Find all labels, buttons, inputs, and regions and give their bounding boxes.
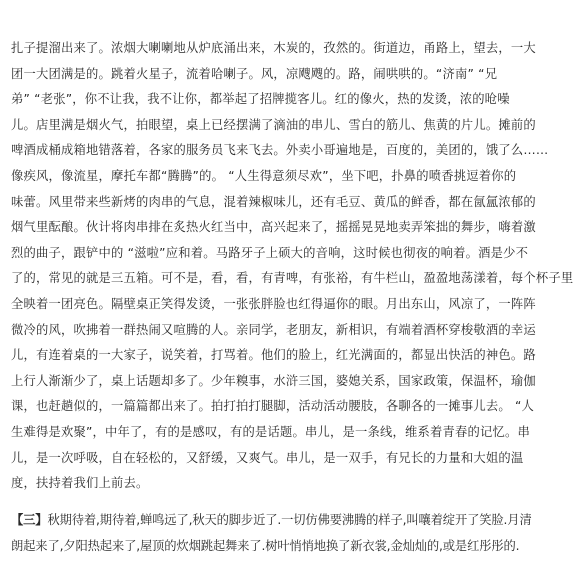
text-line: 团一大团满是的。跳着火星子，流着哈喇子。风，凉飕飕的。路，闹哄哄的。“济南” “兄	[11, 66, 498, 81]
text-line: 上行人渐渐少了，桌上话题却多了。少年糗事，水浒三国，婆媳关系，国家政策，保温杯，瑜伽	[11, 373, 536, 388]
text-line: 课，也赶趟似的，一篇篇都出来了。拍打拍打腿脚，活动活动腰肢，各聊各的一摊事儿去。 “人	[11, 399, 535, 414]
text-line: 全映着一团亮色。隔壁桌正笑得发烫，一张张胖脸也红得逼你的眼。月出东山，风凉了，一阵阵	[11, 296, 536, 311]
text-line: 生难得是欢聚”，中年了，有的是感叹，有的是话题。串儿，是一条线，维系着青春的记忆。串	[11, 424, 530, 439]
text-line: 味蕾。风里带来些新烤的肉串的气息，混着辣椒味儿，还有毛豆、黄瓜的鲜香，都在氤氲浓郁的	[11, 194, 536, 209]
paragraph-autumn	[11, 508, 532, 559]
text-line: 烟气里酝酿。伙计将肉串排在炙热火红当中，高兴起来了，摇摇晃晃地卖弄笨拙的舞步，嗨着激	[11, 220, 536, 235]
text-line: 烈的曲子，跟铲中的 “滋啦”应和着。马路牙子上硕大的音响，这时候也彻夜的响着。酒是少不	[11, 245, 529, 260]
text-line-content: 秋期待着,期待着,蝉鸣远了,秋天的脚步近了.一切仿佛要沸腾的样子,叫嚷着绽开了笑脸.月清	[47, 513, 532, 527]
text-line: 朗起来了,夕阳热起来了,屋顶的炊烟跳起舞来了.树叶悄悄地换了新衣裳,金灿灿的,或是红彤彤的.	[11, 538, 520, 553]
text-line: 啤酒成桶成箱地错落着，各家的服务员飞来飞去。外卖小哥遍地是，百度的，美团的，饿了么……	[11, 143, 549, 158]
text-line: 微冷的风，吹拂着一群热闹又喧腾的人。亲同学，老朋友，新相识，有端着酒杯穿梭敬酒的幸运	[11, 322, 536, 337]
text-line: 像疾风，像流星，摩托车都“腾腾”的。 “人生得意须尽欢”，坐下吧，扑鼻的喷香挑逗着你的	[11, 168, 517, 183]
section-marker: 【三】	[11, 513, 48, 527]
text-line	[11, 508, 532, 534]
text-line: 儿。店里满是烟火气，拍眼望，桌上已经摆满了滴油的串儿、雪白的筋儿、焦黄的片儿。摊前的	[11, 117, 536, 132]
text-line: 扎子提溜出来了。浓烟大喇喇地从炉底涌出来，木炭的，孜然的。街道边，甬路上，望去，一大	[11, 41, 536, 55]
text-line: 儿，是一次呼吸，自在轻松的，又舒缓，又爽气。串儿，是一双手，有兄长的力量和大姐的温	[11, 450, 524, 465]
text-line: 了的，常见的就是三五箱。可不是，看，看，有青啤，有张裕，有牛栏山，盈盈地荡漾着，每个杯子里	[11, 271, 573, 286]
paragraph-main	[11, 36, 573, 497]
text-line: 度，扶持着我们上前去。	[11, 476, 149, 491]
text-line: 弟” “老张”，你不让我，我不让你，都举起了招牌揽客儿。红的像火，热的发烫，浓的呛噪	[11, 92, 510, 107]
text-line: 儿，有连着桌的一大家子，说笑着，打骂着。他们的脸上，红光满面的，都显出快活的神色。路	[11, 348, 536, 363]
